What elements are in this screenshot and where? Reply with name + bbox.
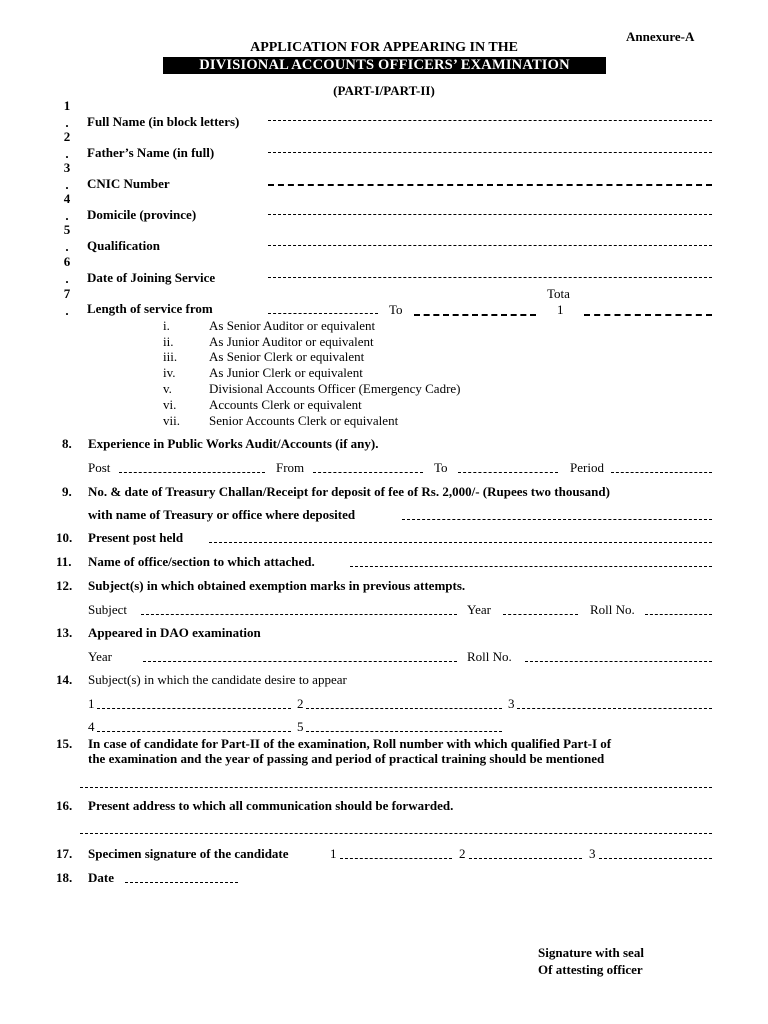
cnic-label: CNIC Number	[87, 176, 170, 191]
service-total-label: Tota	[547, 286, 570, 301]
q11-number: 11.	[56, 554, 72, 569]
item-number: 4	[63, 191, 71, 206]
office-section-field[interactable]	[350, 566, 712, 567]
item-dot: .	[65, 239, 69, 254]
item-dot: .	[65, 208, 69, 223]
service-from-field[interactable]	[268, 313, 378, 314]
sublist-item: Senior Accounts Clerk or equivalent	[209, 413, 399, 428]
q16-number: 16.	[56, 798, 73, 813]
q8-period-label: Period	[570, 460, 604, 475]
treasury-field[interactable]	[402, 519, 712, 520]
qualification-field[interactable]	[268, 245, 712, 246]
item-number: 6	[63, 254, 71, 269]
q15-answer-field[interactable]	[80, 787, 712, 788]
signature-2-field[interactable]	[469, 858, 582, 859]
q8-post-field[interactable]	[119, 472, 265, 473]
item-dot: .	[65, 177, 69, 192]
q14-num-5: 5	[297, 719, 304, 734]
q8-post-label: Post	[88, 460, 111, 475]
attesting-officer-label: Of attesting officer	[538, 962, 643, 977]
q8-from-field[interactable]	[313, 472, 423, 473]
cnic-field[interactable]	[268, 184, 712, 186]
q13-label: Appeared in DAO examination	[88, 625, 261, 640]
q14-subject-2-field[interactable]	[306, 708, 502, 709]
joining-date-field[interactable]	[268, 277, 712, 278]
q14-label: Subject(s) in which the candidate desire to appear	[88, 672, 347, 687]
q17-number: 17.	[56, 846, 73, 861]
item-number: 7	[63, 286, 71, 301]
q12-number: 12.	[56, 578, 73, 593]
q16-label: Present address to which all communication should be forwarded.	[88, 798, 454, 813]
q13-year-label: Year	[88, 649, 112, 664]
q12-subject-label: Subject	[88, 602, 127, 617]
item-dot: .	[65, 303, 69, 318]
q12-year-label: Year	[467, 602, 491, 617]
item-number: 2	[63, 129, 71, 144]
q12-year-field[interactable]	[503, 614, 578, 615]
full-name-label: Full Name (in block letters)	[87, 114, 240, 129]
q9-label-cont: with name of Treasury or office where deposited	[88, 507, 356, 522]
q12-subject-field[interactable]	[141, 614, 457, 615]
q13-roll-label: Roll No.	[467, 649, 512, 664]
q8-number: 8.	[62, 436, 72, 451]
full-name-field[interactable]	[268, 120, 712, 121]
sublist-item: Divisional Accounts Officer (Emergency Cadre)	[209, 381, 461, 396]
q12-label: Subject(s) in which obtained exemption marks in previous attempts.	[88, 578, 466, 593]
attesting-signature-label: Signature with seal	[538, 945, 644, 960]
fathers-name-label: Father’s Name (in full)	[87, 145, 215, 160]
q14-subject-1-field[interactable]	[97, 708, 291, 709]
date-field[interactable]	[125, 882, 238, 883]
sublist-num: ii.	[163, 334, 174, 349]
item-number: 1	[63, 98, 71, 113]
signature-1-field[interactable]	[340, 858, 452, 859]
sublist-num: iii.	[163, 349, 178, 364]
sublist-item: Accounts Clerk or equivalent	[209, 397, 362, 412]
q15-label-cont: the examination and the year of passing and period of practical training should be mentioned	[88, 751, 605, 766]
q14-number: 14.	[56, 672, 73, 687]
sublist-num: vi.	[163, 397, 177, 412]
address-field[interactable]	[80, 833, 712, 834]
item-number: 5	[63, 222, 71, 237]
fathers-name-field[interactable]	[268, 152, 712, 153]
service-length-label: Length of service from	[87, 301, 213, 316]
item-dot: .	[65, 271, 69, 286]
sublist-num: vii.	[163, 413, 180, 428]
sublist-num: iv.	[163, 365, 176, 380]
q8-period-field[interactable]	[611, 472, 712, 473]
q8-from-label: From	[276, 460, 305, 475]
q14-num-3: 3	[508, 696, 515, 711]
service-to-label: To	[389, 302, 403, 317]
joining-date-label: Date of Joining Service	[87, 270, 216, 285]
q15-number: 15.	[56, 736, 73, 751]
signature-3-field[interactable]	[599, 858, 712, 859]
q10-label: Present post held	[88, 530, 184, 545]
service-total-field[interactable]	[584, 314, 712, 316]
q18-label: Date	[88, 870, 114, 885]
sublist-item: As Senior Clerk or equivalent	[209, 349, 365, 364]
domicile-label: Domicile (province)	[87, 207, 197, 222]
q8-to-field[interactable]	[458, 472, 558, 473]
q18-number: 18.	[56, 870, 73, 885]
service-to-field[interactable]	[414, 314, 536, 316]
q12-roll-field[interactable]	[645, 614, 712, 615]
form-title-line1: APPLICATION FOR APPEARING IN THE	[250, 40, 518, 55]
item-dot: .	[65, 146, 69, 161]
q17-num-3: 3	[589, 846, 596, 861]
form-subtitle: (PART-I/PART-II)	[333, 83, 435, 98]
sublist-num: v.	[163, 381, 172, 396]
q13-number: 13.	[56, 625, 73, 640]
q14-subject-4-field[interactable]	[97, 731, 291, 732]
q13-year-field[interactable]	[143, 661, 457, 662]
q14-num-2: 2	[297, 696, 304, 711]
present-post-field[interactable]	[209, 542, 712, 543]
item-number: 3	[63, 160, 71, 175]
q8-to-label: To	[434, 460, 448, 475]
domicile-field[interactable]	[268, 214, 712, 215]
q11-label: Name of office/section to which attached.	[88, 554, 315, 569]
q10-number: 10.	[56, 530, 73, 545]
q15-label: In case of candidate for Part-II of the examination, Roll number with which qualified Part-I of	[88, 736, 612, 751]
service-total-label-cont: 1	[557, 302, 564, 317]
q14-num-4: 4	[88, 719, 95, 734]
annexure-label: Annexure-A	[626, 29, 695, 44]
q17-num-1: 1	[330, 846, 337, 861]
sublist-item: As Junior Clerk or equivalent	[209, 365, 363, 380]
q9-label: No. & date of Treasury Challan/Receipt for deposit of fee of Rs. 2,000/- (Rupees two thousand)	[88, 484, 610, 499]
q14-subject-3-field[interactable]	[517, 708, 712, 709]
item-dot: .	[65, 115, 69, 130]
q17-label: Specimen signature of the candidate	[88, 846, 289, 861]
form-title-line2: DIVISIONAL ACCOUNTS OFFICERS’ EXAMINATION	[163, 57, 606, 74]
sublist-item: As Senior Auditor or equivalent	[209, 318, 376, 333]
q8-label: Experience in Public Works Audit/Accounts (if any).	[88, 436, 379, 451]
q9-number: 9.	[62, 484, 72, 499]
sublist-item: As Junior Auditor or equivalent	[209, 334, 374, 349]
q13-roll-field[interactable]	[525, 661, 712, 662]
q12-roll-label: Roll No.	[590, 602, 635, 617]
q17-num-2: 2	[459, 846, 466, 861]
q14-num-1: 1	[88, 696, 95, 711]
qualification-label: Qualification	[87, 238, 160, 253]
q14-subject-5-field[interactable]	[306, 731, 502, 732]
sublist-num: i.	[163, 318, 170, 333]
